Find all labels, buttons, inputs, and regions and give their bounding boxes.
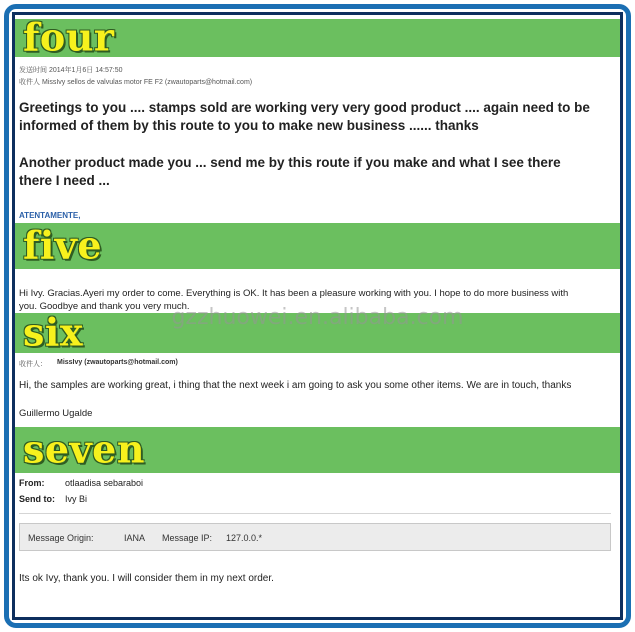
message-origin-box — [19, 523, 611, 551]
email-six-recipient-value: MissIvy (zwautoparts@hotmail.com) — [57, 359, 178, 366]
email-five-line2: you. Goodbye and thank you very much. — [19, 301, 190, 312]
band-five — [15, 223, 620, 269]
email-seven-sendto-value: Ivy Bi — [65, 494, 88, 504]
email-four-para2-line1: Another product made you ... send me by this route if you make and what I see there — [19, 155, 561, 170]
email-four-para1-line1: Greetings to you .... stamps sold are working very very good product .... again need to be — [19, 100, 590, 115]
email-four-para1-line2: informed of them by this route to you to make new business ...... thanks — [19, 118, 479, 133]
email-five-line1: Hi Ivy. Gracias.Ayeri my order to come. Everything is OK. It has been a pleasure working with you. I hope to do more business with — [19, 288, 569, 299]
email-seven-body: Its ok Ivy, thank you. I will consider them in my next order. — [19, 573, 274, 584]
message-ip-label: Message IP: — [162, 533, 213, 543]
band-seven-label: seven — [23, 426, 145, 472]
email-seven-divider — [19, 513, 611, 514]
email-seven-from-label: From: — [19, 478, 45, 488]
message-origin-label: Message Origin: — [28, 533, 94, 543]
band-four — [15, 14, 620, 60]
email-six-signature: Guillermo Ugalde — [19, 408, 93, 419]
email-six-recipient-label: 收件人： — [19, 361, 47, 368]
email-four-closing: ATENTAMENTE, — [19, 211, 81, 220]
email-six-body: Hi, the samples are working great, i thing that the next week i am going to ask you some other items. We are in touch, thanks — [19, 380, 572, 391]
email-four-para2-line2: there I need ... — [19, 173, 110, 188]
email-seven-sendto-label: Send to: — [19, 494, 55, 504]
message-ip-value: 127.0.0.* — [226, 533, 263, 543]
email-meta-sender: 收件人 MissIvy sellos de valvulas motor FE F2 (zwautoparts@hotmail.com) — [19, 79, 253, 86]
email-meta-date: 发送时间 2014年1月6日 14:57:50 — [19, 67, 123, 74]
band-seven — [15, 427, 620, 473]
watermark-text: gzzhuowei.en.alibaba.com — [171, 305, 464, 330]
band-four-label: four — [23, 14, 115, 60]
testimonial-panel — [12, 12, 623, 620]
band-five-label: five — [23, 222, 103, 268]
message-origin-value: IANA — [124, 533, 146, 543]
band-six-label: six — [23, 309, 83, 355]
email-seven-from-value: otlaadisa sebaraboi — [65, 478, 144, 488]
